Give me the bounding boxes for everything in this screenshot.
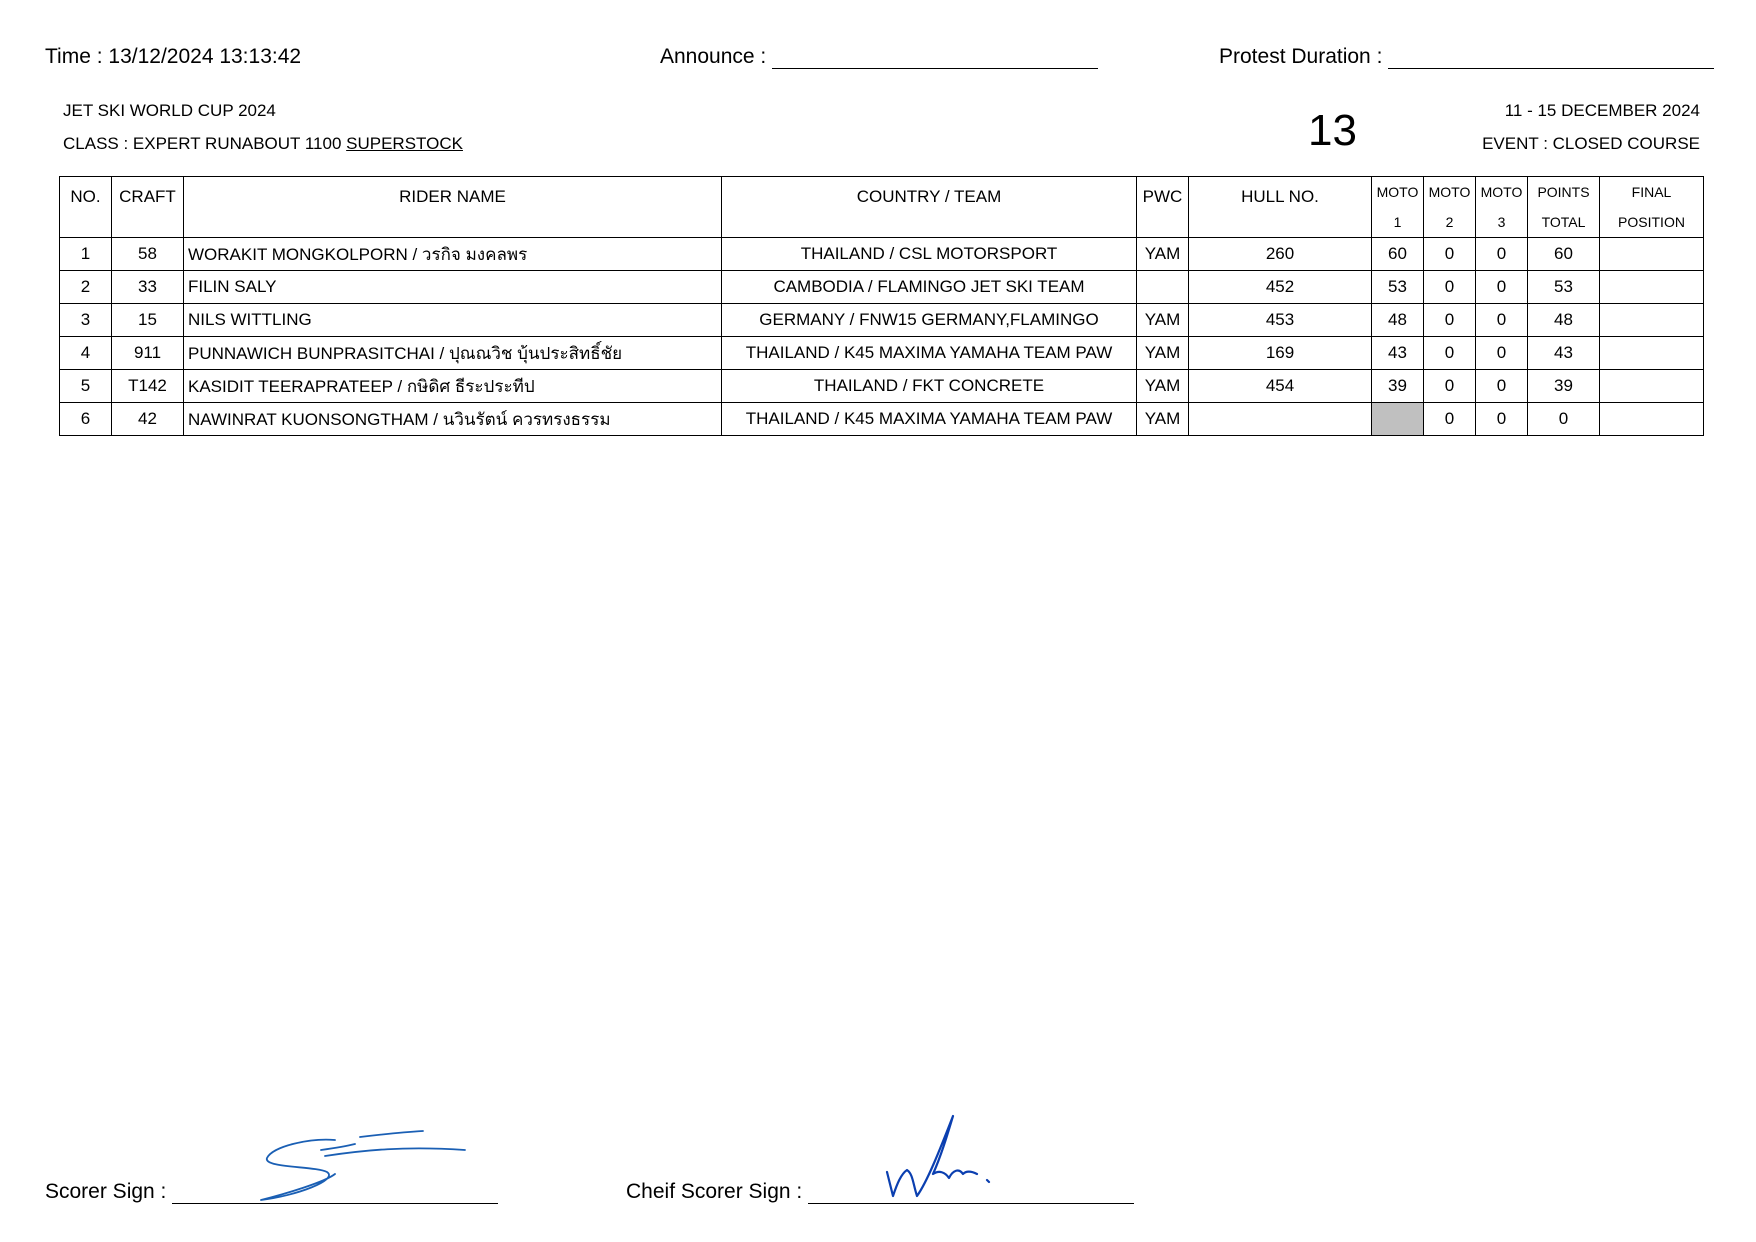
cell-no: 2 <box>60 271 112 304</box>
cell-moto2: 0 <box>1424 403 1476 436</box>
cell-moto1: 43 <box>1372 337 1424 370</box>
cell-moto2: 0 <box>1424 337 1476 370</box>
col-points-total: POINTS TOTAL <box>1528 177 1600 238</box>
cell-craft: 58 <box>112 238 184 271</box>
cell-total: 53 <box>1528 271 1600 304</box>
col-no: NO. <box>60 177 112 238</box>
cell-craft: 911 <box>112 337 184 370</box>
announce-field <box>660 45 1098 69</box>
scorer-signature-stroke <box>261 1131 465 1200</box>
cell-hull: 453 <box>1189 304 1372 337</box>
chief-sign-field <box>626 1180 1134 1204</box>
cell-final <box>1600 370 1704 403</box>
protest-label: Protest Duration : <box>1219 45 1383 68</box>
cell-moto2: 0 <box>1424 271 1476 304</box>
cell-hull: 260 <box>1189 238 1372 271</box>
results-table <box>59 176 1704 436</box>
cell-rider: PUNNAWICH BUNPRASITCHAI / ปุณณวิช บุ้นประสิทธิ์ชัย <box>184 337 722 370</box>
cell-moto1 <box>1372 403 1424 436</box>
cell-moto1: 53 <box>1372 271 1424 304</box>
cell-moto2: 0 <box>1424 370 1476 403</box>
col-hull: HULL NO. <box>1189 177 1372 238</box>
cell-moto1: 48 <box>1372 304 1424 337</box>
table-row <box>60 403 1704 436</box>
cell-moto2: 0 <box>1424 304 1476 337</box>
chief-signature-stroke <box>887 1116 989 1196</box>
cell-hull: 452 <box>1189 271 1372 304</box>
cell-no: 4 <box>60 337 112 370</box>
col-rider: RIDER NAME <box>184 177 722 238</box>
cell-craft: 33 <box>112 271 184 304</box>
cell-final <box>1600 271 1704 304</box>
cell-moto3: 0 <box>1476 337 1528 370</box>
cell-moto1: 39 <box>1372 370 1424 403</box>
cell-country: THAILAND / FKT CONCRETE <box>722 370 1137 403</box>
cell-hull <box>1189 403 1372 436</box>
cell-hull: 454 <box>1189 370 1372 403</box>
col-final-position: FINAL POSITION <box>1600 177 1704 238</box>
class-number: 13 <box>1308 106 1357 155</box>
chief-sign-label: Cheif Scorer Sign : <box>626 1180 803 1203</box>
cell-no: 5 <box>60 370 112 403</box>
cell-country: CAMBODIA / FLAMINGO JET SKI TEAM <box>722 271 1137 304</box>
cell-country: THAILAND / K45 MAXIMA YAMAHA TEAM PAW <box>722 403 1137 436</box>
cell-craft: 15 <box>112 304 184 337</box>
cell-moto3: 0 <box>1476 403 1528 436</box>
cell-moto1: 60 <box>1372 238 1424 271</box>
cell-pwc: YAM <box>1137 370 1189 403</box>
cell-total: 39 <box>1528 370 1600 403</box>
cell-total: 60 <box>1528 238 1600 271</box>
event-title: JET SKI WORLD CUP 2024 <box>63 101 276 120</box>
timestamp: Time : 13/12/2024 13:13:42 <box>45 45 302 68</box>
table-row <box>60 271 1704 304</box>
protest-field <box>1219 45 1714 69</box>
cell-pwc: YAM <box>1137 238 1189 271</box>
protest-blank <box>1388 48 1714 69</box>
cell-total: 43 <box>1528 337 1600 370</box>
cell-pwc: YAM <box>1137 337 1189 370</box>
event-dates: 11 - 15 DECEMBER 2024 <box>1504 101 1700 120</box>
cell-no: 1 <box>60 238 112 271</box>
scorer-sign-label: Scorer Sign : <box>45 1180 167 1203</box>
col-pwc: PWC <box>1137 177 1189 238</box>
cell-pwc: YAM <box>1137 403 1189 436</box>
scorer-signature-icon <box>255 1128 465 1203</box>
cell-final <box>1600 238 1704 271</box>
announce-label: Announce : <box>660 45 767 68</box>
cell-final <box>1600 337 1704 370</box>
col-country: COUNTRY / TEAM <box>722 177 1137 238</box>
cell-final <box>1600 403 1704 436</box>
cell-craft: 42 <box>112 403 184 436</box>
col-craft: CRAFT <box>112 177 184 238</box>
cell-country: THAILAND / CSL MOTORSPORT <box>722 238 1137 271</box>
class-prefix: CLASS : EXPERT RUNABOUT 1100 <box>63 134 347 153</box>
cell-moto3: 0 <box>1476 370 1528 403</box>
cell-pwc <box>1137 271 1189 304</box>
table-row <box>60 337 1704 370</box>
cell-rider: WORAKIT MONGKOLPORN / วรกิจ มงคลพร <box>184 238 722 271</box>
cell-pwc: YAM <box>1137 304 1189 337</box>
chief-signature-icon <box>883 1112 993 1202</box>
cell-country: GERMANY / FNW15 GERMANY,FLAMINGO <box>722 304 1137 337</box>
event-type: EVENT : CLOSED COURSE <box>1482 134 1700 153</box>
col-moto2: MOTO 2 <box>1424 177 1476 238</box>
cell-rider: KASIDIT TEERAPRATEEP / กษิดิศ ธีระประทีป <box>184 370 722 403</box>
cell-moto3: 0 <box>1476 238 1528 271</box>
cell-final <box>1600 304 1704 337</box>
table-row <box>60 370 1704 403</box>
cell-hull: 169 <box>1189 337 1372 370</box>
cell-no: 6 <box>60 403 112 436</box>
cell-moto3: 0 <box>1476 271 1528 304</box>
cell-country: THAILAND / K45 MAXIMA YAMAHA TEAM PAW <box>722 337 1137 370</box>
cell-craft: T142 <box>112 370 184 403</box>
cell-total: 0 <box>1528 403 1600 436</box>
cell-no: 3 <box>60 304 112 337</box>
class-line <box>63 134 463 154</box>
cell-rider: FILIN SALY <box>184 271 722 304</box>
table-row <box>60 238 1704 271</box>
cell-total: 48 <box>1528 304 1600 337</box>
col-moto3: MOTO 3 <box>1476 177 1528 238</box>
cell-rider: NILS WITTLING <box>184 304 722 337</box>
announce-blank <box>772 48 1098 69</box>
cell-moto3: 0 <box>1476 304 1528 337</box>
header-row <box>60 177 1704 238</box>
class-name: SUPERSTOCK <box>346 134 463 153</box>
col-moto1: MOTO 1 <box>1372 177 1424 238</box>
cell-rider: NAWINRAT KUONSONGTHAM / นวินรัตน์ ควรทรงธรรม <box>184 403 722 436</box>
cell-moto2: 0 <box>1424 238 1476 271</box>
table-row <box>60 304 1704 337</box>
